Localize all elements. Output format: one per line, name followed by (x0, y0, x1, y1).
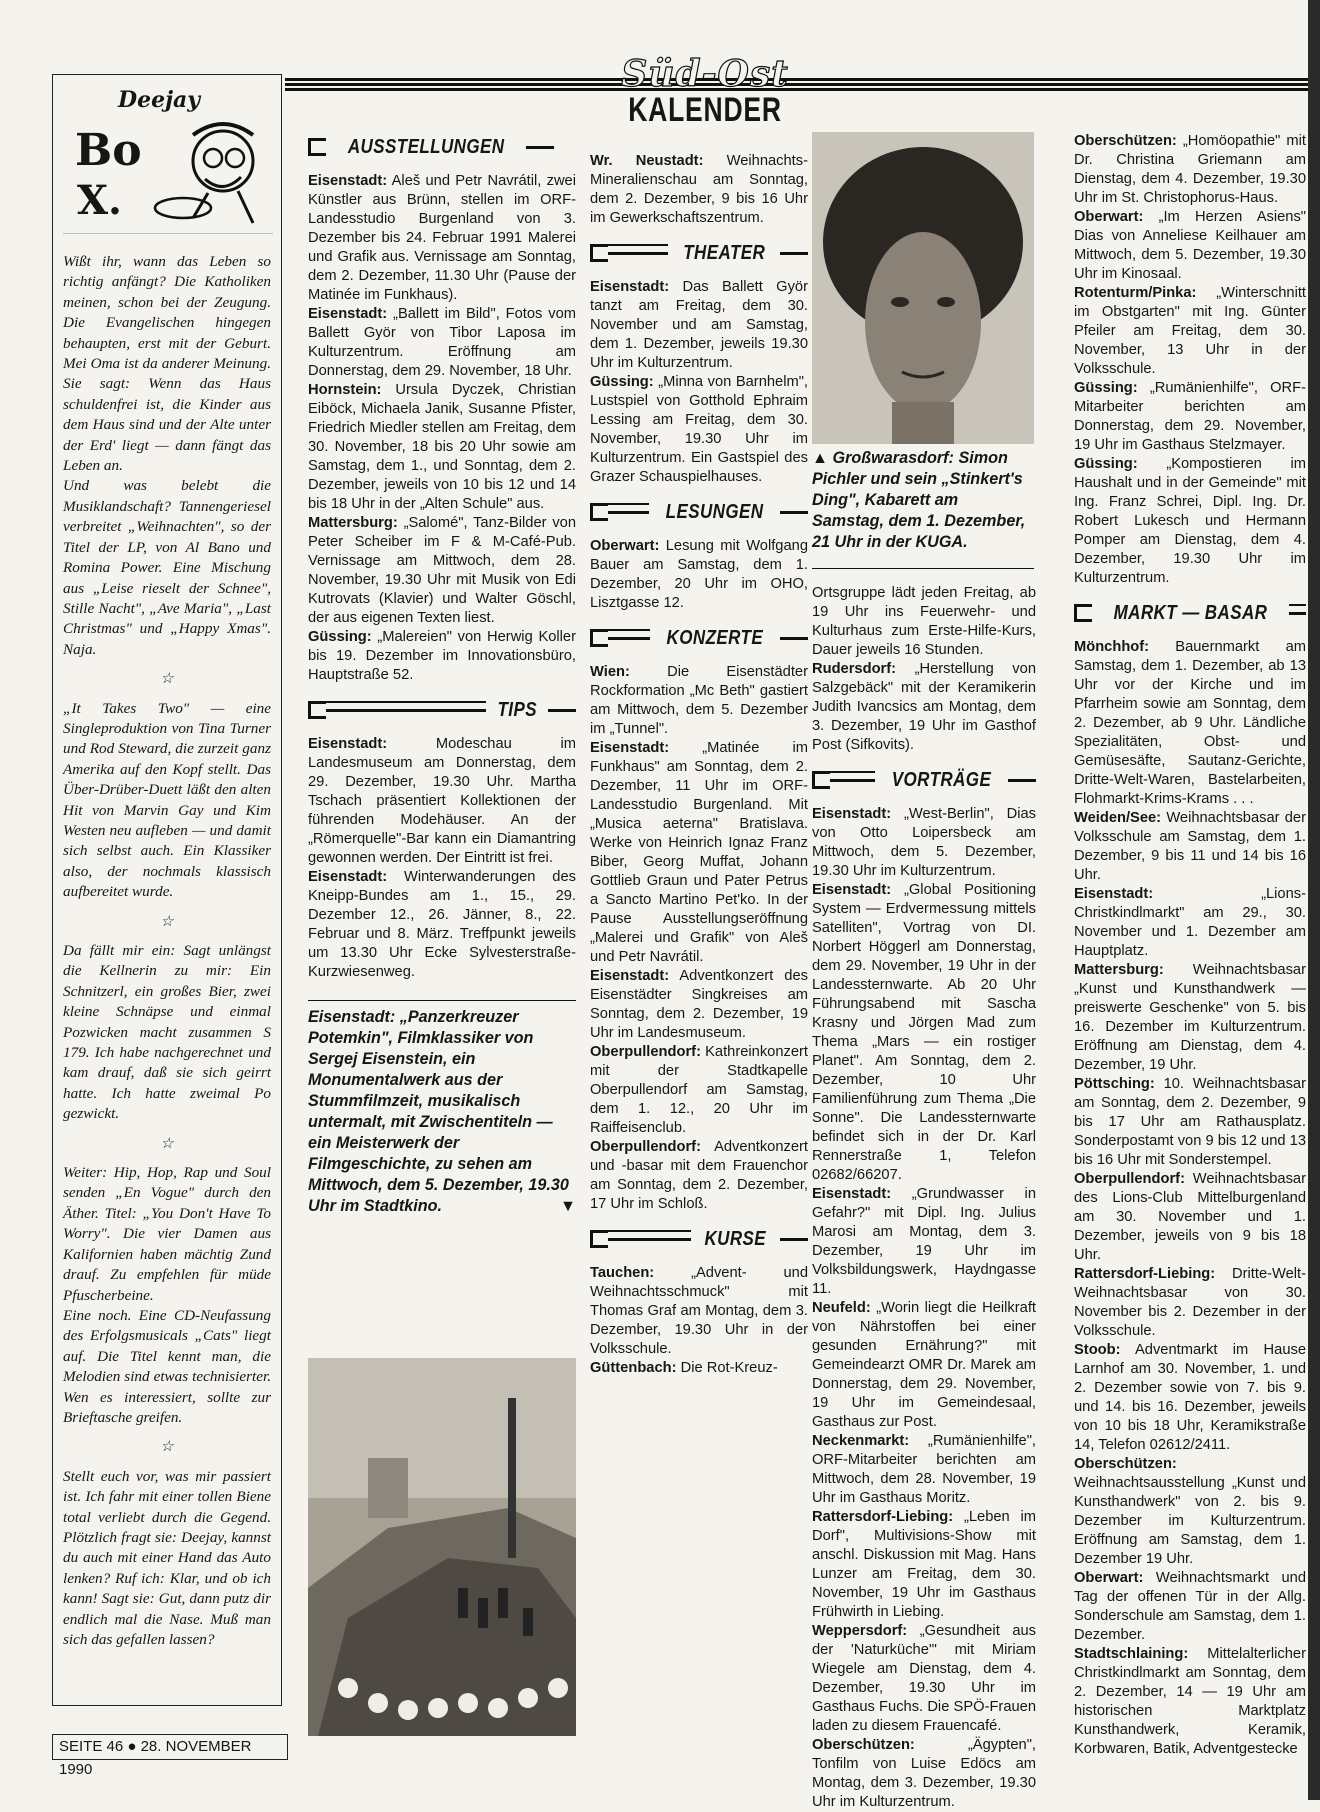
listing-text: Adventkonzert des Eisenstädter Singkreises am Sonntag, dem 2. Dezember, 19 Uhr im Landesmuseum. (590, 968, 808, 1041)
listing-text: Adventmarkt im Hause Larnhof am 30. November, 1. und 2. Dezember sowie von 7. bis 9. und 14. bis 16. Dezember, jeweils von 10 bis 18 Uhr, Keramikstraße 14, Telefon 02612/2411. (1074, 1342, 1306, 1453)
listing-place: Weiden/See: (1074, 810, 1162, 826)
listing-place: Rotenturm/Pinka: (1074, 285, 1197, 301)
deejay-logo-word: Deejay (118, 87, 201, 113)
listing-place: Neufeld: (812, 1300, 871, 1316)
photo-potemkin (308, 1358, 576, 1736)
listing-entry (1074, 208, 1306, 284)
deejay-box-logo (63, 83, 273, 234)
listing-entry (590, 663, 808, 739)
listing-entry (1074, 1341, 1306, 1455)
listing-place: Oberwart: (590, 538, 660, 554)
listing-entry (308, 514, 576, 628)
listing-entry (812, 1432, 1036, 1508)
arrow-down-icon: ▼ (559, 1197, 576, 1215)
listing-text: „Leben im Dorf", Multivisions-Show mit anschl. Diskussion mit Mag. Hans Lunzer am Freitag, dem 30. November, 19 Uhr im Gasthaus Frühwirth in Liebing. (812, 1509, 1036, 1620)
page-footer: SEITE 46 ● 28. NOVEMBER 1990 (52, 1734, 288, 1760)
section-header-ausstellungen: AUSSTELLUNGEN (308, 132, 576, 162)
deejay-box-column (52, 74, 282, 1706)
listing-entry (1074, 1265, 1306, 1341)
photo-potemkin-image (308, 1358, 576, 1736)
section-header-markt-basar: MARKT — BASAR (1074, 598, 1306, 628)
listing-entry (812, 881, 1036, 1185)
listing-text: „Matinée im Funkhaus" am Sonntag, dem 2. Dezember, 11 Uhr im ORF-Landesstudio Burgenland. Mit „Musica aeterna" Bratislava. Werke von Heinrich Ignaz Franz Biber, Georg Muffat, Johann Gottlieb Graun und Pater Petrus a Sancto Martino Pet'ko. In der Pause Ausstellungseröffnung „Malerei und Grafik" von Aleš und Petr Navrátil. (590, 740, 808, 965)
listing-entry (308, 305, 576, 381)
listing-place: Eisenstadt: (812, 1186, 892, 1202)
star-divider-icon: ☆ (160, 1439, 174, 1456)
listing-entry (1074, 961, 1306, 1075)
listing-text: „Ägypten", Tonfilm von Luise Edöcs am Montag, dem 3. Dezember, 19.30 Uhr im Kulturzentrum. (812, 1737, 1036, 1810)
listing-entry (1074, 1569, 1306, 1645)
listing-text: Modeschau im Landesmuseum am Donnerstag, dem 29. Dezember, 19.30 Uhr. Martha Tschach präsentiert Kollektionen der führenden Modehäuser. An der „Römerquelle"-Bar kann ein Diamantring gewonnen werden. Der Eintritt ist frei. (308, 736, 576, 866)
listing-entry (1074, 1075, 1306, 1170)
listing-text: Winterwanderungen des Kneipp-Bundes am 1., 15., 29. Dezember 12., 26. Jänner, 8., 22. Februar und 8. März. Treffpunkt jeweils um 13.30 Uhr Ecke Sylvesterstraße-Kurzwiesenweg. (308, 869, 576, 980)
listing-text: „West-Berlin", Dias von Otto Loipersbeck am Mittwoch, dem 5. Dezember, 19.30 Uhr im Kulturzentrum. (812, 806, 1036, 879)
listing-text: Lesung mit Wolfgang Bauer am Samstag, dem 1. Dezember, 20 Uhr im OHO, Lisztgasse 12. (590, 538, 808, 611)
listing-text: Kathreinkonzert mit der Stadtkapelle Oberpullendorf am Samstag, dem 1. 12., 20 Uhr im Raiffeisenclub. (590, 1044, 808, 1136)
listing-entry (590, 152, 808, 228)
masthead-sued-ost: Süd-Ost (621, 53, 789, 95)
kurs-continued-text: Ortsgruppe lädt jeden Freitag, ab 19 Uhr ins Feuerwehr- und Kulturhaus zum Erste-Hilfe-Kurs, Dauer jeweils 16 Stunden. (812, 585, 1036, 658)
listing-text: Ursula Dyczek, Christian Eiböck, Michaela Janik, Susanne Pfister, Friedrich Miedler stellen am Freitag, dem 30. November, 18 bis 20 Uhr sowie am Samstag, dem 1., und Sonntag, dem 2. Dezember, jeweils von 10 bis 12 und 14 bis 18 Uhr in der „Alten Schule" aus. (308, 382, 576, 512)
listing-entry (308, 868, 576, 982)
listing-place: Oberschützen: (1074, 133, 1177, 149)
listing-text: Weihnachtsbasar des Lions-Club Mittelburgenland am 30. November und 1. Dezember, jeweils von 9 bis 18 Uhr. (1074, 1171, 1306, 1263)
listing-entry (812, 1736, 1036, 1812)
listing-text: Weihnachts-Mineralienschau am Sonntag, dem 2. Dezember, 9 bis 16 Uhr im Gewerkschaftszentrum. (590, 153, 808, 226)
listing-text: Bauernmarkt am Samstag, dem 1. Dezember, ab 13 Uhr vor der Kirche und im Pfarrheim sowie am Sonntag, dem 2. Dezember, ab 9 Uhr. Ländliche Spezialitäten, Obst- und Gemüsesäfte, Sautanz-Gerichte, Dritte-Welt-Waren, Bastelarbeiten, Flohmarkt-Krims-Krams . . . (1074, 639, 1306, 807)
listing-place: Güssing: (308, 629, 372, 645)
listing-entry (1074, 379, 1306, 455)
listing-place: Neckenmarkt: (812, 1433, 910, 1449)
listing-place: Eisenstadt: (308, 173, 388, 189)
section-header-kurse: KURSE (590, 1224, 808, 1254)
listing-place: Eisenstadt: (812, 806, 892, 822)
listing-place: Mattersburg: (1074, 962, 1164, 978)
listing-place: Oberwart: (1074, 1570, 1144, 1586)
listing-entry (812, 1508, 1036, 1622)
listing-place: Tauchen: (590, 1265, 655, 1281)
listing-place: Eisenstadt: (1074, 886, 1154, 902)
listing-text: Mittelalterlicher Christkindlmarkt am Sonntag, dem 2. Dezember, 14 — 19 Uhr am historischen Marktplatz Kunsthandwerk, Keramik, Korbwaren, Batik, Adventgestecke (1074, 1646, 1306, 1757)
listing-text: Das Ballett Györ tanzt am Freitag, dem 30. November und am Samstag, dem 1. Dezember, jeweils 19.30 Uhr im Kulturzentrum. (590, 279, 808, 371)
deejay-paragraph: Stellt euch vor, was mir passiert ist. Ich fahr mit einer tollen Biene total verliebt durch die Gegend. Plötzlich fragt sie: Deejay, kannst du auch mit einer Hand das Auto lenken? Ruf ich: Klar, und ob ich kann! Sagt sie: Gut, dann putz dir endlich mal die Nase. Muß man sich das gefallen lassen? (63, 1467, 271, 1648)
listing-text: „Grundwasser in Gefahr?" mit Dipl. Ing. Julius Marosi am Montag, dem 3. Dezember, 19 Uhr im Volksbildungswerk, Haydngasse 11. (812, 1186, 1036, 1297)
listing-text: „Kompostieren im Haushalt und in der Gemeinde" mit Ing. Franz Schrei, Dipl. Ing. Dr. Robert Lukesch und Hermann Pomper am Dienstag, dem 4. Dezember, 19.30 Uhr im Kulturzentrum. (1074, 456, 1306, 586)
column-1 (308, 122, 576, 1217)
listing-place: Eisenstadt: (590, 740, 670, 756)
film-caption: Eisenstadt: „Panzerkreuzer Potemkin", Filmklassiker von Sergej Eisenstein, ein Monumentalwerk aus der Stummfilmzeit, musikalisch untermalt, mit Zwischentiteln — ein Meisterwerk der Filmgeschichte, zu sehen am Mittwoch, dem 5. Dezember, 19.30 Uhr im Stadtkino. ▼ (308, 1008, 576, 1215)
listing-place: Eisenstadt: (308, 736, 388, 752)
listing-place: Oberpullendorf: (1074, 1171, 1185, 1187)
listing-entry (590, 967, 808, 1043)
listing-place: Weppersdorf: (812, 1623, 908, 1639)
listing-text: Weihnachtsmarkt und Tag der offenen Tür in der Allg. Sonderschule am Samstag, dem 1. Dezember. (1074, 1570, 1306, 1643)
listing-text: Adventkonzert und -basar mit dem Frauenchor am Sonntag, dem 2. Dezember, 17 Uhr im Schloß. (590, 1139, 808, 1212)
listing-place: Oberpullendorf: (590, 1139, 701, 1155)
listing-entry (590, 373, 808, 487)
listing-place: Hornstein: (308, 382, 382, 398)
listing-text: „Global Positioning System — Erdvermessung mittels Satelliten", Vortrag von DI. Norbert Höggerl am Donnerstag, dem 29. November, 19 Uhr in der Landessternwarte. Ab 20 Uhr Führungsabend mit Sascha Krasny und Jörgen Mad zum Thema „Mars — ein rostiger Planet". Am Sonntag, dem 2. Dezember, 10 Uhr Familienführung zum Thema „Die Sonne". Die Landessternwarte befindet sich in der Dr. Karl Rennerstraße 1, Telefon 02682/66207. (812, 882, 1036, 1183)
listing-entry (1074, 638, 1306, 809)
listing-place: Eisenstadt: (590, 279, 670, 295)
deejay-paragraph: Da fällt mir ein: Sagt unlängst die Kellnerin zu mir: Ein Schnitzerl, ein großes Bier, zwei kleine Schnäpse und einmal Pozwicken macht zusammen S 179. Ich habe nachgerechnet und kam drauf, daß sie sich geirrt hatte. Ich hatte zweimal Po gezwickt. (63, 942, 271, 1123)
listing-place: Rudersdorf: (812, 661, 897, 677)
section-header-konzerte: KONZERTE (590, 623, 808, 653)
listing-entry (1074, 809, 1306, 885)
deejay-paragraph: Weiter: Hip, Hop, Rap und Soul senden „En Vogue" durch den Äther. Titel: „You Don't Have To Worry". Die vier Damen aus Kalifornien haben mächtig Zund drauf. Zu empfehlen für müde Pfuscherbeine. (63, 1164, 271, 1304)
listing-entry (812, 1299, 1036, 1432)
listing-entry (590, 1043, 808, 1138)
listing-text: Die Eisenstädter Rockformation „Mc Beth" gastiert am Mittwoch, dem 5. Dezember im „Tunnel". (590, 664, 808, 737)
star-divider-icon: ☆ (160, 671, 174, 688)
listing-text: „Worin liegt die Heilkraft von Nährstoffen bei einer gesunden Ernährung?" mit Gemeindearzt OMR Dr. Marek am Donnerstag, dem 29. November, 19 Uhr im Gemeindesaal, Gasthaus zur Post. (812, 1300, 1036, 1430)
listing-text: „Homöopathie" mit Dr. Christina Griemann am Dienstag, dem 4. Dezember, 19.30 Uhr im St. Christophorus-Haus. (1074, 133, 1306, 206)
deejay-paragraph: Wißt ihr, wann das Leben so richtig anfängt? Die Katholiken meinen, schon bei der Zeugung. Die Evangelischen hingegen behaupten, erst mit der Geburt. Mei Oma ist da anderer Meinung. Sie sagt: Wenn das Haus schuldenfrei ist, die Kinder aus dem Haus sind und der Alte unter der Erd' liegt — dann fängt das Leben an. (63, 253, 271, 475)
listing-text: „Minna von Barnhelm", Lustspiel von Gotthold Ephraim Lessing am Freitag, dem 30. November, 19.30 Uhr im Kulturzentrum. Ein Gastspiel des Grazer Schauspielhauses. (590, 374, 808, 485)
listing-entry (590, 278, 808, 373)
listing-place: Mönchhof: (1074, 639, 1150, 655)
column-2 (590, 152, 808, 1378)
listing-entry (1074, 1455, 1306, 1569)
listing-text: Die Rot-Kreuz- (680, 1360, 778, 1376)
listing-place: Eisenstadt: (590, 968, 670, 984)
listing-text: „Salomé", Tanz-Bilder von Peter Scheiber im F & M-Café-Pub. Vernissage am Mittwoch, dem 28. November, 19.30 Uhr mit Musik von Edi Kutrovats (Klavier) und Walter Göschl, der aus eigenen Texten liest. (308, 515, 576, 626)
listing-place: Wr. Neustadt: (590, 153, 704, 169)
listing-text: Weihnachtsausstellung „Kunst und Kunsthandwerk" von 2. bis 9. Dezember im Kulturzentrum. Eröffnung am Samstag, dem 1. Dezember 19 Uhr. (1074, 1475, 1306, 1567)
photo-portrait-image (812, 132, 1034, 444)
portrait-caption: ▲ Großwarasdorf: Simon Pichler und sein „Stinkert's Ding", Kabarett am Samstag, dem 1. Dezember, 21 Uhr in der KUGA. (812, 449, 1026, 551)
listing-entry (1074, 455, 1306, 588)
listing-entry (308, 735, 576, 868)
listing-place: Mattersburg: (308, 515, 398, 531)
listing-entry (590, 1264, 808, 1359)
listing-place: Wien: (590, 664, 630, 680)
listing-entry (590, 1359, 808, 1378)
listing-text: „Herstellung von Salzgebäck" mit der Keramikerin Judith Ivancsics am Montag, dem 3. Dezember, 19 Uhr im Gasthof Post (Sifkovits). (812, 661, 1036, 753)
deejay-logo-bo: Bo (75, 125, 142, 176)
listing-text: „Gesundheit aus der 'Naturküche'" mit Miriam Wiegele am Dienstag, dem 4. Dezember, 19.30 Uhr im Gasthaus Fuchs. Die SPÖ-Frauen laden zu diesem Frauencafé. (812, 1623, 1036, 1734)
listing-place: Oberwart: (1074, 209, 1144, 225)
section-header-theater: THEATER (590, 238, 808, 268)
listing-entry (812, 1622, 1036, 1736)
listing-place: Stadtschlaining: (1074, 1646, 1189, 1662)
scan-edge (1308, 0, 1320, 1800)
photo-simon-pichler (812, 132, 1034, 444)
listing-entry (308, 628, 576, 685)
listing-place: Güssing: (1074, 456, 1138, 472)
listing-text: 10. Weihnachtsbasar am Sonntag, dem 2. Dezember, 9 bis 17 Uhr am Rathausplatz. Sonderpostamt von 9 bis 12 und 13 bis 16 Uhr mit Sonderstempel. (1074, 1076, 1306, 1168)
listing-text: Weihnachtsbasar der Volksschule am Samstag, dem 1. Dezember, 9 bis 11 und 14 bis 16 Uhr. (1074, 810, 1306, 883)
listing-entry (812, 660, 1036, 755)
listing-entry (1074, 284, 1306, 379)
listing-place: Eisenstadt: (308, 869, 388, 885)
listing-entry (812, 1185, 1036, 1299)
listing-text: „Rumänienhilfe", ORF-Mitarbeiter berichten am Mittwoch, dem 28. November, 19 Uhr im Gasthaus Moritz. (812, 1433, 1036, 1506)
listing-entry (308, 172, 576, 305)
listing-text: „Advent- und Weihnachtsschmuck" mit Thomas Graf am Montag, dem 3. Dezember, 19.30 Uhr in der Volksschule. (590, 1265, 808, 1357)
listing-text: Weihnachtsbasar „Kunst und Kunsthandwerk — preiswerte Geschenke" von 5. bis 16. Dezember im Kulturzentrum. Eröffnung am Dienstag, dem 4. Dezember, 19 Uhr. (1074, 962, 1306, 1073)
listing-place: Stoob: (1074, 1342, 1121, 1358)
listing-entry (590, 739, 808, 967)
listing-entry (590, 537, 808, 613)
listing-entry (1074, 1170, 1306, 1265)
listing-entry (308, 381, 576, 514)
listing-text: „Winterschnitt im Obstgarten" mit Ing. Günter Pfeiler am Freitag, dem 30. November, 13 Uhr in der Volksschule. (1074, 285, 1306, 377)
deejay-paragraph: „It Takes Two" — eine Singleproduktion von Tina Turner und Rod Steward, die zurzeit ganz Amerika auf den Kopf stellt. Das Über-Drüber-Duett läßt den alten Hit von Marvin Gay und Kim Westen neu aufleben — und damit sich selbst auch. Ein Klassiker also, der nochmals klassisch aufbereitet wurde. (63, 699, 271, 901)
caption-rule (812, 568, 1034, 569)
deejay-logo-x: X. (77, 177, 122, 224)
listing-entry (812, 805, 1036, 881)
listing-text: „Im Herzen Asiens" Dias von Anneliese Keilhauer am Mittwoch, dem 5. Dezember, 19.30 Uhr im Kinosaal. (1074, 209, 1306, 282)
listing-place: Güttenbach: (590, 1360, 677, 1376)
column-3 (812, 584, 1036, 1812)
listing-place: Güssing: (590, 374, 654, 390)
listing-place: Rattersdorf-Liebing: (812, 1509, 954, 1525)
listing-entry (1074, 885, 1306, 961)
listing-entry (590, 1138, 808, 1214)
listing-place: Oberschützen: (812, 1737, 915, 1753)
deejay-paragraph: Und was belebt die Musiklandschaft? Tannengeriesel verbreitet „Weihnachten", so der Titel der LP, von Al Bano und Romina Power. Eine Mischung aus „Leise rieselt der Schnee", Stille Nacht", „Ave Maria", „Last Christmas" und „Happy Xmas". Naja. (63, 477, 271, 658)
listing-text: „Malereien" von Herwig Koller bis 19. Dezember im Innovationsbüro, Hauptstraße 52. (308, 629, 576, 683)
listing-entry (1074, 1645, 1306, 1759)
listing-place: Oberpullendorf: (590, 1044, 701, 1060)
section-header-vortraege: VORTRÄGE (812, 765, 1036, 795)
kalender-masthead (590, 53, 820, 138)
listing-place: Eisenstadt: (308, 306, 388, 322)
star-divider-icon: ☆ (160, 1135, 174, 1152)
column-4 (1074, 132, 1306, 1759)
listing-text: „Ballett im Bild", Fotos vom Ballett Györ von Tibor Laposa im Kulturzentrum. Eröffnung am Donnerstag, dem 29. November, 18 Uhr. (308, 306, 576, 379)
section-header-lesungen: LESUNGEN (590, 497, 808, 527)
listing-place: Eisenstadt: (812, 882, 892, 898)
deejay-paragraph: Eine noch. Eine CD-Neufassung des Erfolgsmusicals „Cats" liegt auf. Die Titel kennt man, die Melodien sind etwas technisierter. Wen es interessiert, sollte zur Brieftasche greifen. (63, 1306, 271, 1426)
deejay-cartoon-icon (153, 113, 268, 228)
section-header-tips: TIPS (308, 695, 576, 725)
masthead-kalender: KALENDER (628, 91, 782, 129)
listing-text: „Lions-Christkindlmarkt" am 29., 30. November und 1. Dezember am Hauptplatz. (1074, 886, 1306, 959)
listing-entry (1074, 132, 1306, 208)
listing-text: Dritte-Welt-Weihnachtsbasar von 30. November bis 2. Dezember in der Volksschule. (1074, 1266, 1306, 1339)
listing-text: „Rumänienhilfe", ORF-Mitarbeiter berichten am Donnerstag, dem 29. November, 19 Uhr im Gasthaus Stelzmayer. (1074, 380, 1306, 453)
star-divider-icon: ☆ (160, 913, 174, 930)
listing-text: Aleš und Petr Navrátil, zwei Künstler aus Brünn, stellen im ORF-Landesstudio Burgenland von 3. Dezember bis 24. Februar 1991 Malerei und Grafik aus. Vernissage am Sonntag, dem 2. Dezember, 11.30 Uhr (Pause der Matinée im Funkhaus). (308, 173, 576, 303)
listing-place: Güssing: (1074, 380, 1138, 396)
listing-place: Rattersdorf-Liebing: (1074, 1266, 1216, 1282)
listing-place: Pöttsching: (1074, 1076, 1155, 1092)
listing-place: Oberschützen: (1074, 1456, 1177, 1472)
